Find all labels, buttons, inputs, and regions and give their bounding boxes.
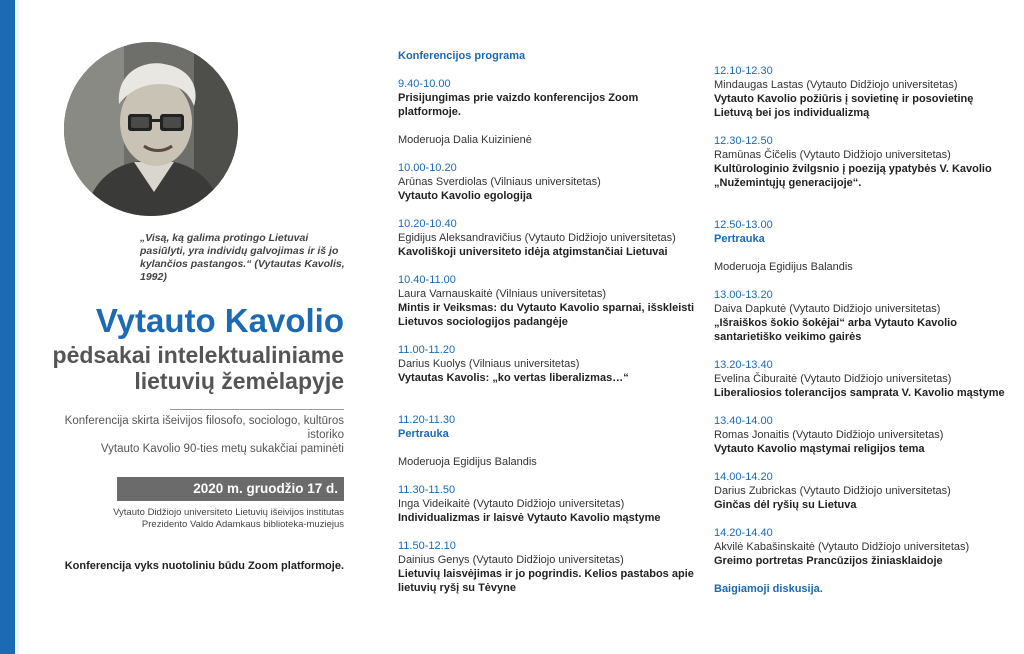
item-talk: Vytautas Kavolis: „ko vertas liberalizmas…“ — [398, 372, 629, 384]
moderator-text: Moderuoja Egidijus Balandis — [714, 261, 853, 273]
item-talk: Prisijungimas prie vaizdo konferencijos Zoom platformoje. — [398, 92, 639, 118]
program-item — [714, 414, 1014, 456]
item-talk: „Išraiškos šokio šokėjai“ arba Vytauto Kavolio santarietiško veikimo gairės — [714, 317, 957, 343]
item-talk: Individualizmas ir laisvė Vytauto Kavolio mąstyme — [398, 512, 661, 524]
item-talk: Vytauto Kavolio požiūris į sovietinę ir posovietinę Lietuvą bei jos individualizmą — [714, 93, 974, 119]
item-speaker: Romas Jonaitis (Vytauto Didžiojo universitetas) — [714, 429, 944, 441]
item-speaker: Daiva Dapkutė (Vytauto Didžiojo universitetas) — [714, 303, 941, 315]
program-item — [714, 358, 1014, 400]
program-heading: Konferencijos programa — [398, 50, 526, 62]
moderator-text: Moderuoja Egidijus Balandis — [398, 456, 537, 468]
date-banner: 2020 m. gruodžio 17 d. — [117, 477, 344, 501]
item-speaker: Arūnas Sverdiolas (Vilniaus universitetas) — [398, 176, 601, 188]
subtitle-line-2: lietuvių žemėlapyje — [134, 368, 344, 394]
item-time: 13.00-13.20 — [714, 289, 773, 301]
item-time: 14.20-14.40 — [714, 527, 773, 539]
item-time: 9.40-10.00 — [398, 78, 451, 90]
page-subtitle — [40, 342, 344, 394]
item-time: 10.20-10.40 — [398, 218, 457, 230]
program-item — [398, 343, 698, 385]
moderator-note — [398, 455, 698, 469]
item-speaker: Egidijus Aleksandravičius (Vytauto Didžiojo universitetas) — [398, 232, 676, 244]
subtitle-line-1: pėdsakai intelektualiniame — [52, 342, 344, 368]
break-item — [398, 413, 698, 441]
item-talk: Kavoliškoji universiteto idėja atgimstančiai Lietuvai — [398, 246, 668, 258]
description-line-1: Konferencija skirta išeivijos filosofo, sociologo, kultūros istoriko — [64, 415, 344, 441]
program-item — [398, 77, 698, 119]
title-divider — [170, 409, 344, 410]
item-time: 10.00-10.20 — [398, 162, 457, 174]
item-speaker: Dainius Genys (Vytauto Didžiojo universitetas) — [398, 554, 624, 566]
break-item — [714, 218, 1014, 246]
item-speaker: Inga Videikaitė (Vytauto Didžiojo universitetas) — [398, 498, 625, 510]
program-item — [398, 161, 698, 203]
item-talk: Greimo portretas Prancūzijos žiniasklaidoje — [714, 555, 943, 567]
program-item — [398, 483, 698, 525]
break-label: Pertrauka — [714, 233, 765, 245]
moderator-note — [714, 260, 1014, 274]
online-notice: Konferencija vyks nuotoliniu būdu Zoom platformoje. — [64, 560, 344, 572]
program-item — [398, 539, 698, 595]
closing-discussion: Baigiamoji diskusija. — [714, 583, 823, 595]
item-time: 11.50-12.10 — [398, 540, 456, 552]
item-time: 12.30-12.50 — [714, 135, 773, 147]
item-speaker: Laura Varnauskaitė (Vilniaus universitetas) — [398, 288, 607, 300]
item-time: 13.20-13.40 — [714, 359, 773, 371]
quote-text: „Visą, ką galima protingo Lietuvai pasiūlyti, yra individų galvojimas ir iš jo kylančios pastangos.“ (Vytautas Kavolis, 1992) — [140, 232, 345, 283]
program-item — [714, 64, 1014, 120]
portrait-image — [64, 42, 238, 216]
moderator-text: Moderuoja Dalia Kuizinienė — [398, 134, 532, 146]
left-accent-bar — [0, 0, 15, 654]
page-title: Vytauto Kavolio — [95, 302, 344, 339]
description-line-2: Vytauto Kavolio 90-ties metų sukakčiai paminėti — [100, 443, 344, 455]
program-item — [398, 273, 698, 329]
program-item — [714, 470, 1014, 512]
item-time: 10.40-11.00 — [398, 274, 456, 286]
item-speaker: Evelina Čiburaitė (Vytauto Didžiojo universitetas) — [714, 373, 952, 385]
item-talk: Kultūrologinio žvilgsnio į poeziją ypatybės V. Kavolio „Nužemintųjų generacijoje“. — [714, 163, 992, 189]
item-time: 13.40-14.00 — [714, 415, 773, 427]
moderator-note — [398, 133, 698, 147]
item-time: 14.00-14.20 — [714, 471, 773, 483]
item-talk: Ginčas dėl ryšių su Lietuva — [714, 499, 857, 511]
left-accent-strip — [15, 0, 19, 654]
organizer-1: Vytauto Didžiojo universiteto Lietuvių išeivijos institutas — [113, 507, 344, 518]
item-speaker: Ramūnas Čičelis (Vytauto Didžiojo universitetas) — [714, 149, 951, 161]
item-talk: Mintis ir Veiksmas: du Vytauto Kavolio sparnai, išskleisti Lietuvos sociologijos padangėje — [398, 302, 695, 328]
organizer-2: Prezidento Valdo Adamkaus biblioteka-muziejus — [141, 519, 344, 530]
program-item — [398, 217, 698, 259]
program-item — [714, 134, 1014, 190]
item-time: 12.10-12.30 — [714, 65, 773, 77]
program-column-1 — [398, 49, 698, 609]
item-speaker: Mindaugas Lastas (Vytauto Didžiojo universitetas) — [714, 79, 958, 91]
item-talk: Liberaliosios tolerancijos samprata V. Kavolio mąstyme — [714, 387, 1005, 399]
organizers — [60, 507, 344, 531]
item-speaker: Darius Kuolys (Vilniaus universitetas) — [398, 358, 580, 370]
program-item — [714, 526, 1014, 568]
conference-description — [30, 414, 344, 456]
item-talk: Lietuvių laisvėjimas ir jo pogrindis. Kelios pastabos apie lietuvių ryšį su Tėvyne — [398, 568, 694, 594]
break-label: Pertrauka — [398, 428, 449, 440]
item-time: 12.50-13.00 — [714, 219, 773, 231]
item-time: 11.20-11.30 — [398, 414, 456, 426]
item-time: 11.30-11.50 — [398, 484, 456, 496]
item-talk: Vytauto Kavolio egologija — [398, 190, 533, 202]
item-speaker: Darius Zubrickas (Vytauto Didžiojo universitetas) — [714, 485, 951, 497]
program-item — [714, 288, 1014, 344]
program-column-2 — [714, 64, 1014, 610]
closing-item — [714, 582, 1014, 596]
item-time: 11.00-11.20 — [398, 344, 456, 356]
item-speaker: Akvilė Kabašinskaitė (Vytauto Didžiojo universitetas) — [714, 541, 970, 553]
portrait-photo — [64, 42, 238, 216]
item-talk: Vytauto Kavolio mąstymai religijos tema — [714, 443, 925, 455]
